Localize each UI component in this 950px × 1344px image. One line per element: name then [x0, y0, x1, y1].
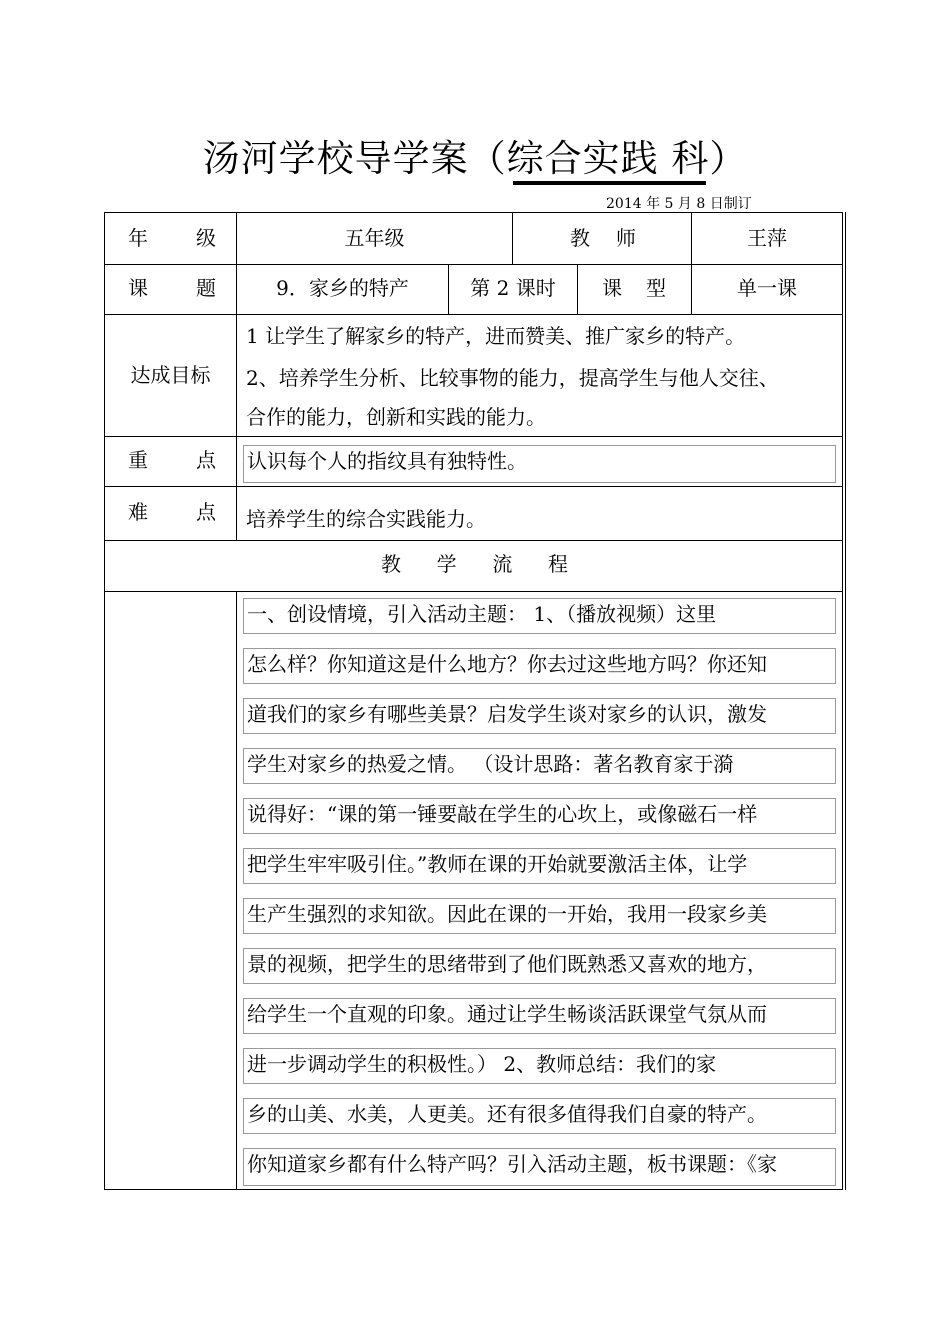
type-label: [602, 276, 666, 300]
goal-line: 2、培养学生分析、比较事物的能力，提高学生与他人交往、: [246, 366, 779, 390]
process-line: 道我们的家乡有哪些美景？启发学生谈对家乡的认识，激发: [243, 698, 836, 734]
process-line: 你知道家乡都有什么特产吗？引入活动主题，板书课题：《家: [243, 1148, 836, 1186]
process-line: 生产生强烈的求知欲。因此在课的一开始，我用一段家乡美: [243, 898, 836, 934]
process-line: 一、创设情境，引入活动主题： 1、（播放视频）这里: [243, 598, 836, 634]
date-stamp: 2014 年 5 月 8 日制订: [606, 196, 752, 212]
table-border-right-outer: [845, 212, 846, 1190]
process-line: 给学生一个直观的印象。通过让学生畅谈活跃课堂气氛从而: [243, 998, 836, 1034]
type-label-char: 课: [602, 276, 622, 300]
process-line: 怎么样？你知道这是什么地方？你去过这些地方吗？你还知: [243, 648, 836, 684]
table-rule: [104, 264, 843, 265]
goal-line: 合作的能力，创新和实践的能力。: [246, 405, 546, 429]
table-divider: [236, 212, 237, 540]
difficulty-label-char: 点: [196, 500, 216, 524]
teacher-label: [570, 226, 636, 250]
table-divider: [577, 264, 578, 314]
process-line: 把学生牢牢吸引住。”教师在课的开始就要激活主体，让学: [243, 848, 836, 884]
process-line: 说得好：“课的第一锤要敲在学生的心坎上，或像磁石一样: [243, 798, 836, 834]
table-rule: [104, 1189, 843, 1190]
topic-label-char: 课: [128, 276, 148, 300]
key-point-text: 认识每个人的指纹具有独特性。: [243, 445, 836, 483]
process-line: 学生对家乡的热爱之情。 （设计思路：著名教育家于漪: [243, 748, 836, 784]
process-heading-char: 学: [436, 552, 457, 576]
table-rule: [104, 212, 843, 213]
lesson-period: 第 2 课时: [470, 276, 556, 300]
difficulty-label: [128, 500, 216, 524]
topic-label-char: 题: [196, 276, 216, 300]
table-border-right: [842, 212, 843, 1190]
process-heading-char: 流: [492, 552, 513, 576]
teacher-label-char: 师: [616, 226, 636, 250]
grade-label: [128, 226, 216, 250]
table-rule: [104, 486, 843, 487]
type-value: 单一课: [737, 276, 797, 300]
goal-line: 1 让学生了解家乡的特产，进而赞美、推广家乡的特产。: [246, 324, 746, 348]
topic-label: [128, 276, 216, 300]
table-rule: [104, 436, 843, 437]
table-rule: [104, 591, 843, 592]
goals-label: 达成目标: [130, 363, 211, 387]
table-rule: [104, 314, 843, 315]
table-divider: [236, 591, 237, 1189]
process-heading: [381, 552, 568, 576]
difficulty-label-char: 难: [128, 500, 148, 524]
process-line: 景的视频，把学生的思绪带到了他们既熟悉又喜欢的地方，: [243, 948, 836, 984]
process-heading-char: 教: [381, 552, 401, 576]
table-border-left: [104, 212, 105, 1190]
process-line: 进一步调动学生的积极性。） 2、教师总结：我们的家: [243, 1048, 836, 1084]
grade-label-char: 级: [196, 226, 216, 250]
grade-value: 五年级: [344, 226, 405, 250]
document-title: 汤河学校导学案（综合实践 科）: [202, 137, 748, 180]
process-line: 乡的山美、水美，人更美。还有很多值得我们自豪的特产。: [243, 1098, 836, 1134]
difficulty-text: 培养学生的综合实践能力。: [246, 507, 486, 531]
key-point-label-char: 重: [128, 448, 148, 472]
key-point-label: [128, 448, 216, 472]
process-heading-char: 程: [547, 552, 568, 576]
title-underline: [513, 181, 706, 185]
table-rule: [104, 540, 843, 541]
topic-value: 9．家乡的特产: [276, 276, 409, 300]
table-divider: [512, 212, 513, 264]
teacher-label-char: 教: [570, 226, 590, 250]
grade-label-char: 年: [128, 226, 148, 250]
type-label-char: 型: [646, 276, 666, 300]
teacher-value: 王萍: [747, 226, 787, 250]
key-point-label-char: 点: [196, 448, 216, 472]
